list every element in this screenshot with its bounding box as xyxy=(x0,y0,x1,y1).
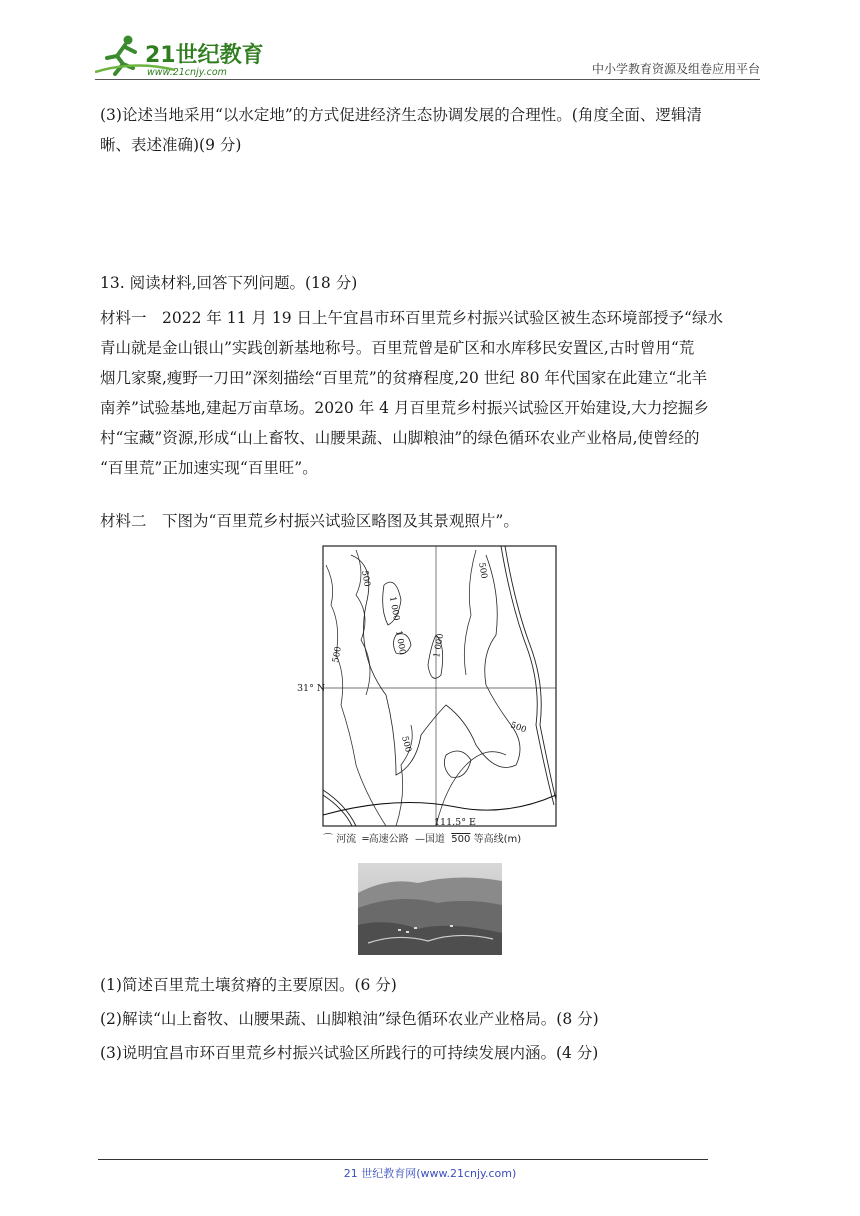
contour-label: 1 000 xyxy=(387,595,402,622)
legend-contour-value: 500 xyxy=(451,834,471,845)
longitude-label: 111.5° E xyxy=(434,817,476,828)
legend-river: 河流 xyxy=(336,834,357,845)
legend-highway: 高速公路 xyxy=(368,834,409,845)
material1-line: 烟几家聚,瘦野一刀田”深刻描绘“百里荒”的贫瘠程度,20 世纪 80 年代国家在此建立“北羊 xyxy=(100,369,708,387)
contour-map xyxy=(296,545,558,845)
q12-part3-line1: (3)论述当地采用“以水定地”的方式促进经济生态协调发展的合理性。(角度全面、逻辑清 xyxy=(100,106,702,124)
material1-line: 南养”试验基地,建起万亩草场。2020 年 4 月百里荒乡村振兴试验区开始建设,大力挖掘乡 xyxy=(100,399,709,417)
latitude-label: 31° N xyxy=(297,683,326,694)
platform-name: 中小学教育资源及组卷应用平台 xyxy=(591,62,760,76)
q13-question-2: (2)解读“山上畜牧、山腰果蔬、山脚粮油”绿色循环农业产业格局。(8 分) xyxy=(100,1010,599,1028)
contour-label: 500 xyxy=(359,569,372,588)
q12-part3-line2: 晰、表述准确)(9 分) xyxy=(100,136,242,154)
material1-line: “百里荒”正加速实现“百里旺”。 xyxy=(100,459,318,477)
legend-national-road: 国道 xyxy=(424,834,445,845)
national-road-legend-icon: — xyxy=(414,834,425,845)
site-logo xyxy=(95,34,265,78)
material1-line: 青山就是金山银山”实践创新基地称号。百里荒曾是矿区和水库移民安置区,古时曾用“荒 xyxy=(100,339,695,357)
svg-text:www.21cnjy.com: www.21cnjy.com xyxy=(147,67,227,78)
material1-line: 材料一 2022 年 11 月 19 日上午宜昌市环百里荒乡村振兴试验区被生态环境部授予“绿水 xyxy=(100,309,723,327)
contour-label: 500 xyxy=(476,561,489,580)
contour-label: 1 000 xyxy=(393,629,408,656)
material1 xyxy=(100,303,760,483)
map-legend xyxy=(323,830,521,845)
q13-question-1: (1)简述百里荒土壤贫瘠的主要原因。(6 分) xyxy=(100,976,397,994)
q12-part3 xyxy=(100,100,760,160)
river-legend-icon: ⌒ xyxy=(323,834,333,845)
header-divider xyxy=(95,79,760,80)
footer-divider xyxy=(98,1159,708,1160)
q13-title: 13. 阅读材料,回答下列问题。(18 分) xyxy=(100,274,358,292)
contour-label: 500 xyxy=(399,735,413,754)
material2-caption: 材料二 下图为“百里荒乡村振兴试验区略图及其景观照片”。 xyxy=(100,512,519,530)
contour-label: 500 xyxy=(508,720,528,736)
footer-link[interactable]: 21 世纪教育网(www.21cnjy.com) xyxy=(343,1167,517,1180)
landscape-photo xyxy=(358,863,502,955)
contour-label: 500 xyxy=(331,645,344,664)
contour-label: 1 000 xyxy=(432,632,447,659)
legend-contour: 等高线(m) xyxy=(473,834,522,845)
svg-text:21世纪教育: 21世纪教育 xyxy=(145,43,264,68)
highway-legend-icon: ═ xyxy=(362,834,369,845)
page-header xyxy=(95,34,760,80)
material1-line: 村“宝藏”资源,形成“山上畜牧、山腰果蔬、山脚粮油”的绿色循环农业产业格局,使曾经的 xyxy=(100,429,700,447)
q13-question-3: (3)说明宜昌市环百里荒乡村振兴试验区所践行的可持续发展内涵。(4 分) xyxy=(100,1044,599,1062)
